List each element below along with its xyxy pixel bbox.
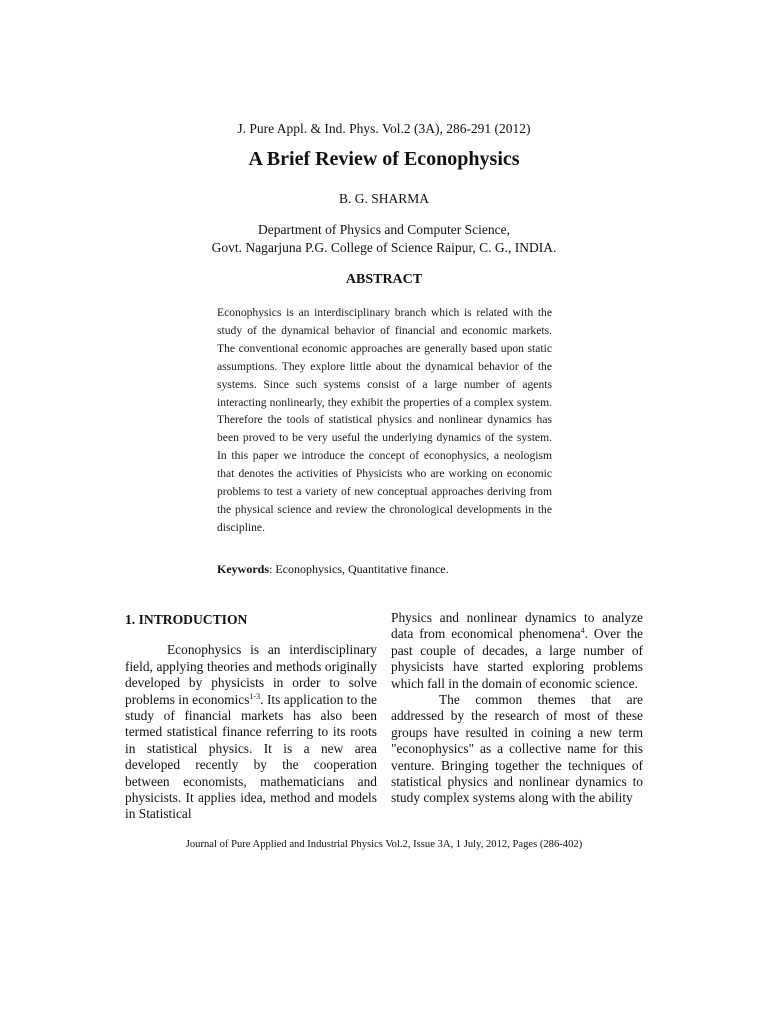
intro-continued-part-a: Physics and nonlinear dynamics to analyze data from economical phenomena [391,610,643,642]
keywords-label: Keywords [217,562,269,576]
left-column [125,612,377,823]
abstract-heading: ABSTRACT [345,272,423,287]
citation-superscript: 1-3 [249,691,261,701]
right-column [391,610,643,807]
intro-paragraph-continued [391,610,643,692]
intro-continued-part-b: . Over the past couple of decades, a large number of physicists have started exploring problems which fall in the domain of economic science. [391,626,643,691]
author-name: B. G. SHARMA [338,191,430,206]
intro-paragraph-1 [125,642,377,822]
keywords-text: : Econophysics, Quantitative finance. [269,562,449,576]
paper-title: A Brief Review of Econophysics [248,148,520,170]
intro-paragraph-1-part-a: Econophysics is an interdisciplinary field, applying theories and methods originally developed by physicists in order to solve problems in economics [125,642,377,707]
intro-paragraph-1-part-b: . Its application to the study of financial markets has also been termed statistical finance referring to its roots in statistical physics. It is a new area developed recently by the cooperation between economists, mathematicians and physicists. It applies idea, method and models in Statistical [125,691,377,822]
section-heading: 1. INTRODUCTION [125,612,248,627]
journal-citation: J. Pure Appl. & Ind. Phys. Vol.2 (3A), 286-291 (2012) [237,121,531,136]
affiliation-line-2: Govt. Nagarjuna P.G. College of Science Raipur, C. G., INDIA. [211,240,557,255]
intro-paragraph-2: The common themes that are addressed by the research of most of these groups have resulted in coining a new term "econophysics" as a collective name for this venture. Bringing together the techniques of statistical physics and nonlinear dynamics to study complex systems along with the ability [391,692,643,806]
affiliation-line-1: Department of Physics and Computer Science, [258,222,510,237]
citation-superscript: 4 [580,626,585,636]
keywords-line [217,562,449,577]
abstract-text: Econophysics is an interdisciplinary branch which is related with the study of the dynamical behavior of financial and economic markets. The conventional economic approaches are generally based upon static assumptions. They explore little about the dynamical behavior of the systems. Since such systems consist of a large number of agents interacting nonlinearly, they exhibit the properties of a complex system. Therefore the tools of statistical physics and nonlinear dynamics has been proved to be very useful the underlying dynamics of the system. In this paper we introduce the concept of econophysics, a neologism that denotes the activities of Physicists who are working on economic problems to test a variety of new conceptual approaches deriving from the physical science and review the chronological developments in the discipline. [217,306,552,534]
page-footer: Journal of Pure Applied and Industrial Physics Vol.2, Issue 3A, 1 July, 2012, Pages (286-402) [185,839,583,850]
abstract-body [217,304,552,537]
